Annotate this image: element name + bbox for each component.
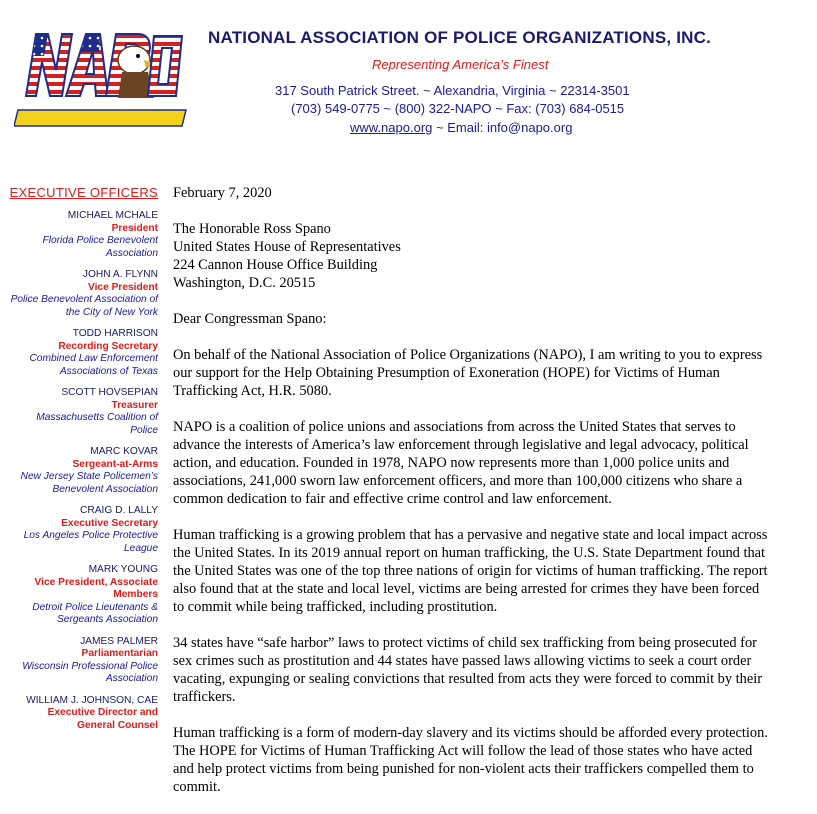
officer-name: JAMES PALMER	[80, 635, 158, 647]
organization-name: NATIONAL ASSOCIATION OF POLICE ORGANIZATIONS, INC.	[208, 28, 711, 47]
letter-paragraph: 34 states have “safe harbor” laws to protect victims of child sex trafficking from being prosecuted for sex crimes such as prostitution and 44 states have passed laws allowing victims to seek a court order vacating, expunging or sealing convictions that resulted from acts they were forced to commit by their traffickers.	[173, 635, 763, 705]
officer-name: SCOTT HOVSEPIAN	[61, 387, 158, 398]
officer-role: Sergeant-at-Arms	[72, 458, 158, 470]
letter-paragraph: NAPO is a coalition of police unions and associations from across the United States that serves to advance the interests of America’s law enforcement through legislative and legal advocacy, political action, and education. Founded in 1978, NAPO now represents more than 1,000 police units and associations, 241,000 sworn law enforcement officers, and more than 100,000 citizens who share a common dedication to fair and effective crime control and law enforcement.	[173, 419, 749, 507]
officer-organization: New Jersey State Policemen’s Benevolent Association	[20, 471, 158, 495]
officer-name: MICHAEL MCHALE	[67, 210, 158, 221]
officer-organization: Los Angeles Police Protective League	[23, 530, 158, 554]
recipient-line: Washington, D.C. 20515	[173, 275, 316, 291]
officer-organization: Detroit Police Lieutenants & Sergeants Association	[32, 601, 158, 625]
napo-logo-graphic	[14, 26, 190, 132]
officer-role: Executive Director and General Counsel	[47, 707, 158, 731]
officer-entry	[8, 387, 158, 437]
officer-name: MARK YOUNG	[88, 564, 158, 575]
contact-line	[350, 120, 572, 135]
organization-address: 317 South Patrick Street. ~ Alexandria, Virginia ~ 22314-3501	[275, 83, 630, 98]
officer-organization: Police Benevolent Association of the City of New York	[10, 294, 158, 318]
recipient-address	[173, 220, 773, 292]
officer-role: Executive Secretary	[61, 517, 158, 529]
letter-paragraph: Human trafficking is a form of modern-day slavery and its victims should be afforded every protection. The HOPE for Victims of Human Trafficking Act will follow the lead of those states who have acted and help protect victims from being punished for non-violent acts their traffickers compelled them to commit.	[173, 725, 768, 795]
officer-name: TODD HARRISON	[72, 328, 158, 339]
officer-entry	[8, 636, 158, 686]
officer-role: Recording Secretary	[58, 340, 158, 352]
officer-entry	[8, 505, 158, 555]
officer-entry	[8, 210, 158, 260]
officer-entry	[8, 564, 158, 627]
officer-role: Parliamentarian	[81, 648, 158, 659]
officer-name: JOHN A. FLYNN	[82, 269, 158, 280]
officer-name: MARC KOVAR	[90, 446, 158, 457]
officer-role: President	[111, 222, 158, 234]
napo-logo	[14, 26, 190, 132]
sidebar-title: EXECUTIVE OFFICERS	[9, 185, 158, 200]
officer-organization: Florida Police Benevolent Association	[42, 235, 158, 259]
officer-name: CRAIG D. LALLY	[80, 505, 158, 516]
officer-role: Vice President, Associate Members	[34, 576, 158, 600]
salutation: Dear Congressman Spano:	[173, 311, 327, 327]
officer-role: Treasurer	[111, 399, 158, 411]
officer-entry	[8, 446, 158, 496]
officer-organization: Massachusetts Coalition of Police	[36, 412, 158, 436]
officer-organization: Combined Law Enforcement Associations of Texas	[29, 353, 158, 377]
executive-officers-sidebar	[8, 185, 158, 741]
letter-date: February 7, 2020	[173, 185, 272, 201]
recipient-line: United States House of Representatives	[173, 239, 401, 255]
officer-role: Vice President	[87, 281, 158, 293]
letter-body	[173, 184, 773, 814]
officer-entry	[8, 269, 158, 319]
website-link[interactable]: www.napo.org	[350, 120, 433, 135]
officer-organization: Wisconsin Professional Police Association	[22, 660, 158, 684]
organization-phones: (703) 549-0775 ~ (800) 322-NAPO ~ Fax: (703) 684-0515	[291, 101, 625, 116]
organization-tagline: Representing America’s Finest	[372, 57, 549, 72]
email-text: ~ Email: info@napo.org	[436, 120, 573, 135]
letter-paragraph: Human trafficking is a growing problem that has a pervasive and negative state and local impact across the United States. In its 2019 annual report on human trafficking, the U.S. State Department found that the United States was one of the top three nations of origin for victims of human trafficking. The report also found that at the state and local level, victims are being arrested for crimes they have been forced to commit while being trafficked, including prostitution.	[173, 527, 768, 615]
officer-entry	[8, 328, 158, 378]
letter-paragraph: On behalf of the National Association of Police Organizations (NAPO), I am writing to you to express our support for the Help Obtaining Presumption of Exoneration (HOPE) for Victims of Human Trafficking Act, H.R. 5080.	[173, 347, 763, 399]
officer-entry	[8, 695, 158, 733]
recipient-line: 224 Cannon House Office Building	[173, 257, 378, 273]
recipient-line: The Honorable Ross Spano	[173, 221, 331, 237]
officer-name: WILLIAM J. JOHNSON, CAE	[26, 694, 158, 706]
